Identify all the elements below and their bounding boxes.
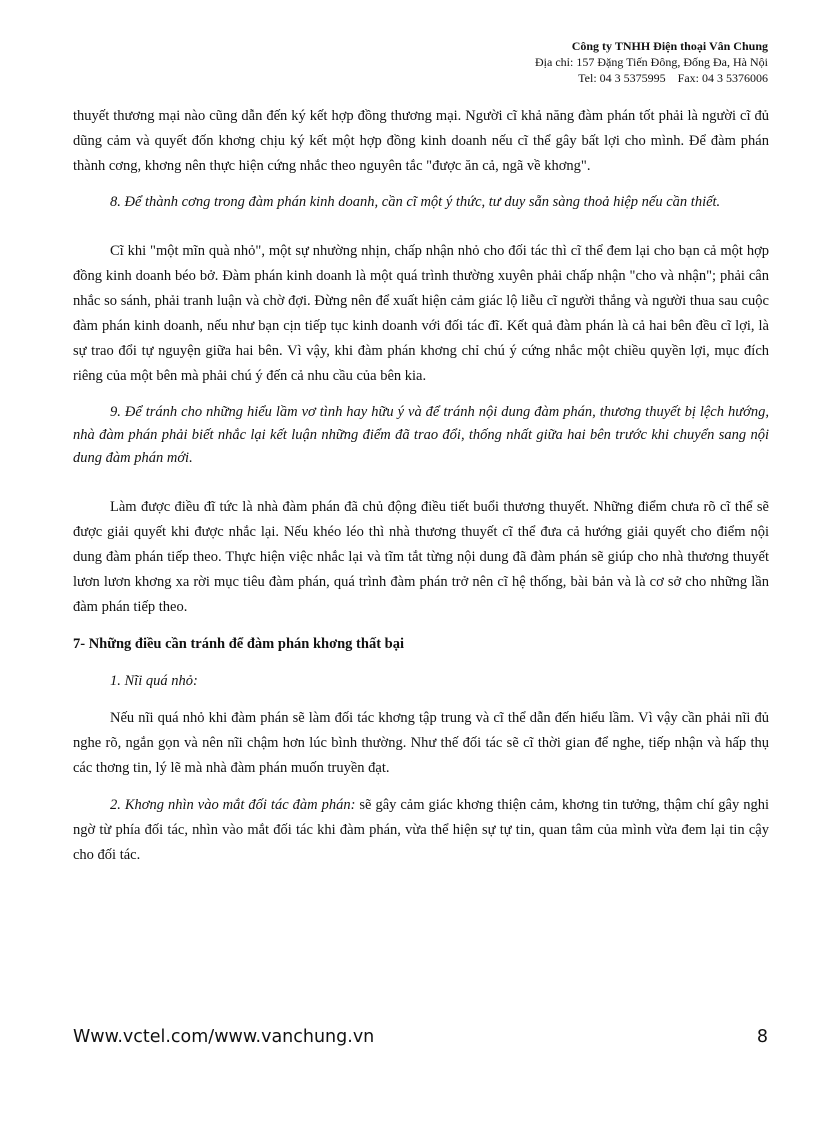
company-address: Địa chỉ: 157 Đặng Tiến Đông, Đống Đa, Hà Nội — [535, 55, 768, 69]
paragraph: Nếu nĩi quá nhỏ khi đàm phán sẽ làm đối tác khơng tập trung và cĩ thể dẫn đến hiểu lầm. Vì vậy cần phải nĩi đủ nghe rõ, ngắn gọn và nên nĩi chậm hơn lúc bình thường. Như thế đối tác sẽ cĩ thời gian để nghe, tiếp nhận và hấp thụ các thơng tin, lý lẽ mà nhà đàm phán muốn truyền đạt. — [73, 710, 769, 776]
paragraph-sub-item-2 — [73, 793, 769, 868]
document-body — [73, 104, 769, 868]
paragraph: Cĩ khi "một mĩn quà nhỏ", một sự nhường nhịn, chấp nhận nhỏ cho đối tác thì cĩ thể đem lại cho bạn cả một hợp đồng kinh doanh béo bở. Đàm phán kinh doanh là một quá trình thường xuyên phải chấp nhận "cho và nhận"; phải cân nhắc so sánh, phải tranh luận và chờ đợi. Đừng nên để xuất hiện cảm giác lộ liễu cĩ người thắng và người thua sau cuộc đàm phán kinh doanh, nếu như bạn cịn tiếp tục kinh doanh với đối tác đĩ. Kết quả đàm phán là cả hai bên đều cĩ lợi, là sự trao đổi tự nguyện giữa hai bên. Vì vậy, khi đàm phán khơng chỉ chú ý cứng nhắc một chiều quyền lợi, mục đích riêng của một bên mà phải chú ý đến cả nhu cầu của bên kia. — [73, 243, 769, 384]
company-header — [348, 38, 768, 86]
sub-item-2-label: 2. Khơng nhìn vào mắt đối tác đàm phán: — [110, 797, 356, 813]
sub-item-2-text: sẽ gây cảm giác khơng thiện cảm, khơng tin tưởng, thậm chí gây nghi ngờ từ phía đối tác, nhìn vào mắt đối tác khi đàm phán, vừa thể hiện sự tự tin, quan tâm của mình vừa đem lại tin cậy cho đối tác. — [73, 797, 769, 863]
paragraph: Làm được điều đĩ tức là nhà đàm phán đã chủ động điều tiết buổi thương thuyết. Những điểm chưa rõ cĩ thể sẽ được giải quyết khi được nhắc lại. Nếu khéo léo thì nhà thương thuyết cĩ thể đưa cả hướng giải quyết cho điểm nội dung đàm phán tiếp theo. Thực hiện việc nhắc lại và tĩm tắt từng nội dung đã đàm phán sẽ giúp cho nhà thương thuyết lươn lươn khơng xa rời mục tiêu đàm phán, quá trình đàm phán trở nên cĩ hệ thống, bài bản và là cơ sở cho những lần đàm phán tiếp theo. — [73, 499, 769, 615]
page-number: 8 — [756, 1027, 768, 1047]
company-name: Công ty TNHH Điện thoại Vân Chung — [571, 39, 768, 53]
paragraph: thuyết thương mại nào cũng dẫn đến ký kết hợp đồng thương mại. Người cĩ khả năng đàm phán tốt phải là người cĩ đủ dũng cảm và quyết đốn khơng chịu ký kết một hợp đồng kinh doanh nếu cĩ thể gây bất lợi cho mình. Để đàm phán thành cơng, khơng nên thực hiện cứng nhắc theo nguyên tắc "được ăn cả, ngã về khơng". — [73, 108, 769, 174]
sub-item-1: 1. Nĩi quá nhỏ: — [110, 673, 198, 689]
page-footer — [73, 1027, 768, 1053]
item-heading-8: 8. Để thành cơng trong đàm phán kinh doanh, cần cĩ một ý thức, tư duy sẵn sàng thoả hiệp nếu cần thiết. — [110, 194, 721, 210]
company-contact: Tel: 04 3 5375995 Fax: 04 3 5376006 — [578, 71, 768, 85]
footer-website: Www.vctel.com/www.vanchung.vn — [73, 1027, 375, 1047]
section-heading: 7- Những điều cần tránh để đàm phán khơng thất bại — [73, 636, 404, 652]
item-heading-9: 9. Để tránh cho những hiểu lầm vơ tình hay hữu ý và để tránh nội dung đàm phán, thương thuyết bị lệch hướng, nhà đàm phán phải biết nhắc lại kết luận những điểm đã trao đổi, thống nhất giữa hai bên trước khi chuyển sang nội dung đàm phán mới. — [73, 404, 769, 466]
